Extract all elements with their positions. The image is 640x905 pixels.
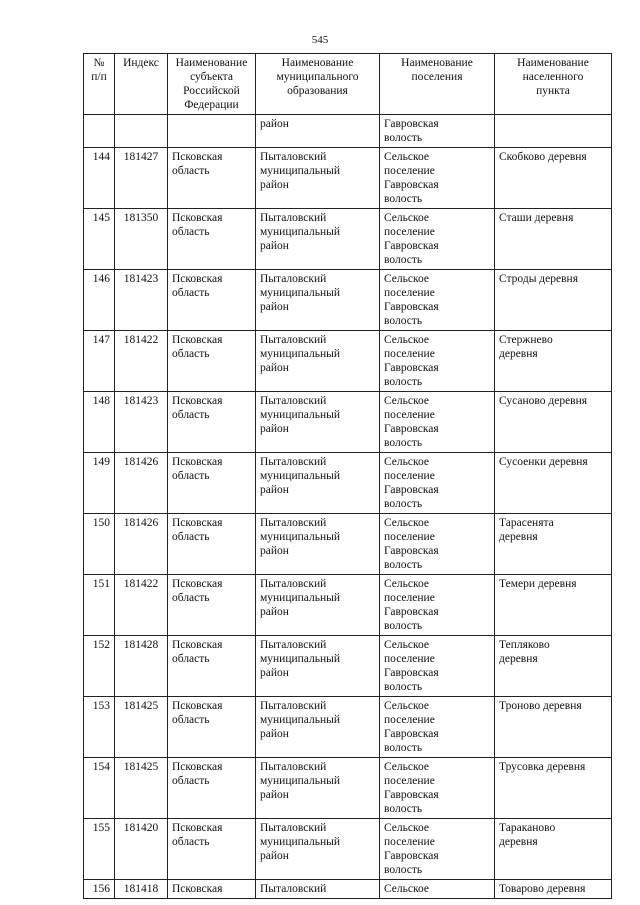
table-row bbox=[84, 392, 612, 453]
page-number: 545 bbox=[311, 34, 329, 46]
table-row bbox=[84, 331, 612, 392]
header-index: Индекс bbox=[115, 54, 168, 115]
cell-index: 181426 bbox=[115, 514, 168, 575]
table-row bbox=[84, 148, 612, 209]
cell-subject bbox=[168, 115, 256, 148]
cell-index: 181420 bbox=[115, 819, 168, 880]
cell-subject: Псковская область bbox=[168, 514, 256, 575]
cell-index: 181425 bbox=[115, 697, 168, 758]
cell-index: 181422 bbox=[115, 331, 168, 392]
cell-num: 154 bbox=[84, 758, 115, 819]
cell-municipal: район bbox=[256, 115, 380, 148]
cell-locality: Скобково деревня bbox=[495, 148, 612, 209]
cell-index: 181418 bbox=[115, 880, 168, 899]
header-municipal: Наименование муниципального образования bbox=[256, 54, 380, 115]
cell-settlement: Сельское поселение Гавровская волость bbox=[380, 453, 495, 514]
cell-municipal: Пыталовский муниципальный район bbox=[256, 209, 380, 270]
header-locality: Наименование населенного пункта bbox=[495, 54, 612, 115]
cell-municipal: Пыталовский муниципальный район bbox=[256, 758, 380, 819]
cell-subject: Псковская область bbox=[168, 331, 256, 392]
cell-locality: Тарасенята деревня bbox=[495, 514, 612, 575]
cell-index: 181426 bbox=[115, 453, 168, 514]
cell-locality: Сусаново деревня bbox=[495, 392, 612, 453]
cell-locality: Сусоенки деревня bbox=[495, 453, 612, 514]
cell-subject: Псковская область bbox=[168, 270, 256, 331]
cell-locality: Трусовка деревня bbox=[495, 758, 612, 819]
cell-settlement: Сельское bbox=[380, 880, 495, 899]
cell-num: 149 bbox=[84, 453, 115, 514]
cell-index: 181423 bbox=[115, 270, 168, 331]
cell-num: 145 bbox=[84, 209, 115, 270]
cell-settlement: Сельское поселение Гавровская волость bbox=[380, 819, 495, 880]
cell-municipal: Пыталовский муниципальный район bbox=[256, 331, 380, 392]
cell-subject: Псковская область bbox=[168, 636, 256, 697]
cell-subject: Псковская область bbox=[168, 453, 256, 514]
cell-num: 156 bbox=[84, 880, 115, 899]
cell-locality: Стержнево деревня bbox=[495, 331, 612, 392]
cell-settlement: Сельское поселение Гавровская волость bbox=[380, 148, 495, 209]
cell-num: 155 bbox=[84, 819, 115, 880]
cell-settlement: Сельское поселение Гавровская волость bbox=[380, 514, 495, 575]
cell-index bbox=[115, 115, 168, 148]
cell-settlement: Сельское поселение Гавровская волость bbox=[380, 209, 495, 270]
continuation-row bbox=[84, 115, 612, 148]
table-row bbox=[84, 819, 612, 880]
cell-num: 148 bbox=[84, 392, 115, 453]
cell-subject: Псковская область bbox=[168, 392, 256, 453]
table-row bbox=[84, 514, 612, 575]
cell-subject: Псковская область bbox=[168, 209, 256, 270]
cell-subject: Псковская область bbox=[168, 758, 256, 819]
cell-num: 151 bbox=[84, 575, 115, 636]
cell-subject: Псковская область bbox=[168, 575, 256, 636]
cell-municipal: Пыталовский муниципальный район bbox=[256, 148, 380, 209]
cell-locality: Строды деревня bbox=[495, 270, 612, 331]
cell-locality: Троново деревня bbox=[495, 697, 612, 758]
table-row bbox=[84, 758, 612, 819]
cell-settlement: Сельское поселение Гавровская волость bbox=[380, 697, 495, 758]
localities-table bbox=[83, 53, 612, 899]
cell-municipal: Пыталовский муниципальный район bbox=[256, 392, 380, 453]
cell-municipal: Пыталовский bbox=[256, 880, 380, 899]
cell-num: 147 bbox=[84, 331, 115, 392]
cell-subject: Псковская bbox=[168, 880, 256, 899]
cell-municipal: Пыталовский муниципальный район bbox=[256, 270, 380, 331]
cell-municipal: Пыталовский муниципальный район bbox=[256, 453, 380, 514]
cell-index: 181423 bbox=[115, 392, 168, 453]
cell-subject: Псковская область bbox=[168, 697, 256, 758]
cell-settlement: Сельское поселение Гавровская волость bbox=[380, 636, 495, 697]
cell-num: 146 bbox=[84, 270, 115, 331]
cell-num bbox=[84, 115, 115, 148]
cell-locality: Темери деревня bbox=[495, 575, 612, 636]
cell-settlement: Гавровская волость bbox=[380, 115, 495, 148]
cell-settlement: Сельское поселение Гавровская волость bbox=[380, 575, 495, 636]
table-header-row bbox=[84, 54, 612, 115]
cell-index: 181425 bbox=[115, 758, 168, 819]
table-row bbox=[84, 697, 612, 758]
cell-settlement: Сельское поселение Гавровская волость bbox=[380, 392, 495, 453]
cell-locality: Товарово деревня bbox=[495, 880, 612, 899]
table-row bbox=[84, 636, 612, 697]
cell-subject: Псковская область bbox=[168, 819, 256, 880]
cell-settlement: Сельское поселение Гавровская волость bbox=[380, 758, 495, 819]
table-row bbox=[84, 575, 612, 636]
cell-index: 181428 bbox=[115, 636, 168, 697]
cell-index: 181422 bbox=[115, 575, 168, 636]
table-row bbox=[84, 270, 612, 331]
cell-municipal: Пыталовский муниципальный район bbox=[256, 575, 380, 636]
cell-locality bbox=[495, 115, 612, 148]
cell-index: 181350 bbox=[115, 209, 168, 270]
cell-municipal: Пыталовский муниципальный район bbox=[256, 636, 380, 697]
cell-subject: Псковская область bbox=[168, 148, 256, 209]
header-settlement: Наименование поселения bbox=[380, 54, 495, 115]
cell-municipal: Пыталовский муниципальный район bbox=[256, 697, 380, 758]
table-row-partial bbox=[84, 880, 612, 899]
cell-index: 181427 bbox=[115, 148, 168, 209]
cell-locality: Сташи деревня bbox=[495, 209, 612, 270]
table-row bbox=[84, 453, 612, 514]
cell-municipal: Пыталовский муниципальный район bbox=[256, 819, 380, 880]
header-subject: Наименование субъекта Российской Федерации bbox=[168, 54, 256, 115]
cell-locality: Тепляково деревня bbox=[495, 636, 612, 697]
header-num: № п/п bbox=[84, 54, 115, 115]
cell-num: 153 bbox=[84, 697, 115, 758]
cell-settlement: Сельское поселение Гавровская волость bbox=[380, 270, 495, 331]
cell-locality: Тараканово деревня bbox=[495, 819, 612, 880]
cell-num: 144 bbox=[84, 148, 115, 209]
cell-num: 152 bbox=[84, 636, 115, 697]
cell-settlement: Сельское поселение Гавровская волость bbox=[380, 331, 495, 392]
cell-num: 150 bbox=[84, 514, 115, 575]
table-row bbox=[84, 209, 612, 270]
cell-municipal: Пыталовский муниципальный район bbox=[256, 514, 380, 575]
